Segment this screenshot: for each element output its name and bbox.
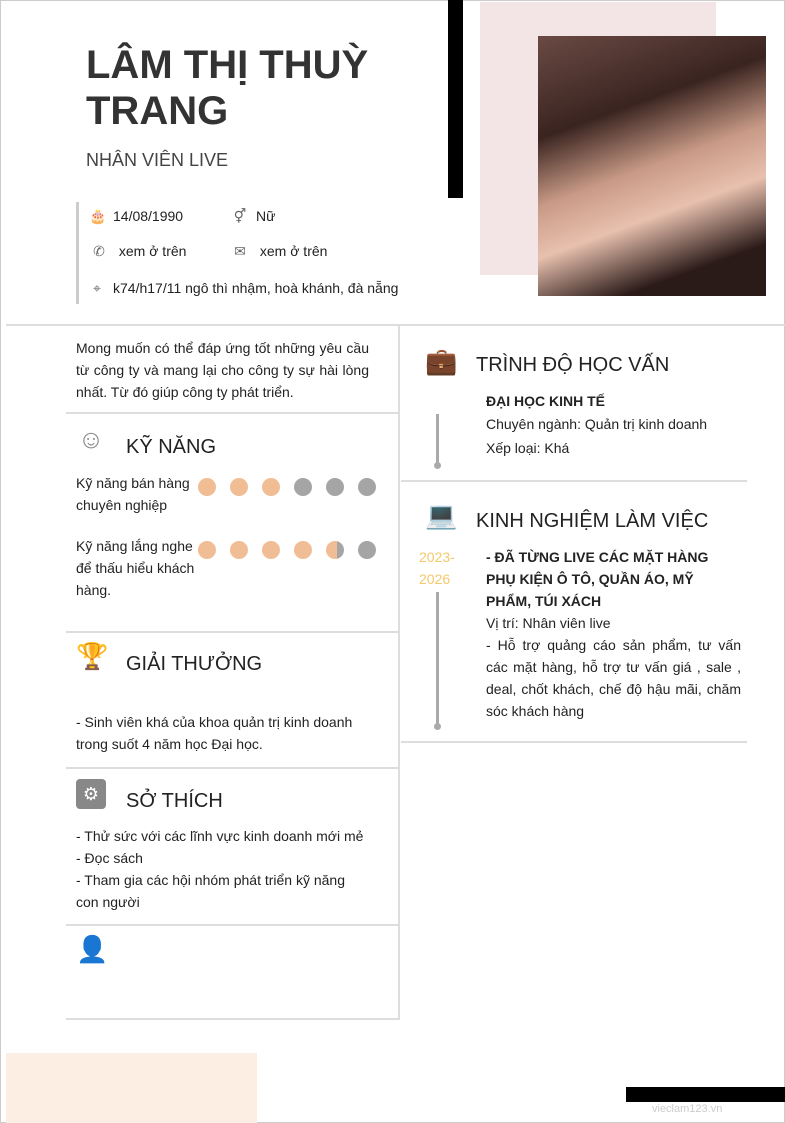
- hobby-item: - Tham gia các hội nhóm phát triển kỹ năng con người: [76, 872, 346, 910]
- watermark: vieclam123.vn: [652, 1103, 723, 1115]
- decor-peach-block: [6, 1053, 257, 1123]
- skills-title: KỸ NĂNG: [126, 436, 217, 458]
- candidate-name: LÂM THỊ THUỲ TRANG: [86, 43, 369, 133]
- birthday-row: [89, 208, 183, 225]
- hobbies-list: [76, 825, 369, 913]
- phone: xem ở trên: [118, 243, 187, 259]
- job-title: NHÂN VIÊN LIVE: [86, 150, 229, 170]
- address-row: [89, 280, 398, 297]
- education-section: [401, 326, 747, 482]
- major: Chuyên ngành: Quản trị kinh doanh: [486, 416, 708, 432]
- rating-dot: [326, 541, 344, 559]
- experience-heading: - ĐÃ TỪNG LIVE CÁC MẶT HÀNG PHỤ KIỆN Ô TÔ, QUẦN ÁO, MỸ PHẨM, TÚI XÁCH: [486, 549, 709, 609]
- rating-dot: [230, 478, 248, 496]
- awards-text: - Sinh viên khá của khoa quản trị kinh doanh trong suốt 4 năm học Đại học.: [76, 714, 353, 752]
- skill-name: Kỹ năng bán hàng chuyên nghiệp: [76, 475, 190, 513]
- birthday: 14/08/1990: [113, 208, 184, 224]
- experience-item: [486, 546, 741, 722]
- rating-dot: [294, 541, 312, 559]
- head-lightbulb-icon: ☺: [77, 424, 105, 454]
- laptop-user-icon: 💻: [425, 500, 458, 530]
- timeline-line: [436, 592, 439, 724]
- decor-black-bar-bottom: [626, 1087, 785, 1102]
- experience-description: - Hỗ trợ quảng cáo sản phẩm, tư vấn các mặt hàng, hỗ trợ tư vấn giá , sale , deal, chốt khách, chế độ hậu mãi, chăm sóc khách hàng: [486, 637, 741, 719]
- address: k74/h17/11 ngô thì nhậm, hoà khánh, đà nẵng: [113, 280, 399, 296]
- envelope-icon: ✉: [234, 243, 246, 259]
- rating-dot: [294, 478, 312, 496]
- hobby-item: - Đọc sách: [76, 850, 143, 866]
- briefcase-icon: 💼: [425, 346, 458, 376]
- gender-row: [232, 208, 275, 225]
- email-row: [232, 243, 327, 260]
- email: xem ở trên: [259, 243, 328, 259]
- skill-name: Kỹ năng lắng nghe để thấu hiểu khách hàng.: [76, 538, 195, 598]
- experience-section: [401, 482, 747, 743]
- awards-section: [66, 633, 400, 769]
- objective-section: [66, 326, 400, 414]
- experience-title: KINH NGHIỆM LÀM VIỆC: [476, 510, 709, 532]
- experience-position: Vị trí: Nhân viên live: [486, 615, 611, 631]
- rating-dot: [198, 541, 216, 559]
- gender: Nữ: [256, 208, 276, 224]
- cake-icon: 🎂: [89, 208, 107, 224]
- timeline-dot: [434, 723, 441, 730]
- experience-period: 2023-2026: [419, 549, 455, 587]
- timeline-dot: [434, 462, 441, 469]
- grade: Xếp loại: Khá: [486, 440, 570, 456]
- steam-icon: ⚙: [76, 779, 106, 809]
- hobbies-title: SỞ THÍCH: [126, 790, 223, 812]
- hobbies-section: [66, 769, 400, 926]
- awards-title: GIẢI THƯỞNG: [126, 653, 263, 675]
- decor-black-bar: [448, 0, 463, 198]
- education-title: TRÌNH ĐỘ HỌC VẤN: [476, 354, 670, 376]
- rating-dot: [358, 478, 376, 496]
- phone-icon: ✆: [93, 243, 105, 259]
- user-icon: 👤: [76, 934, 109, 964]
- gender-icon: ⚥: [233, 208, 247, 224]
- extra-section: [66, 926, 400, 1020]
- timeline-line: [436, 414, 439, 464]
- skills-section: [66, 414, 400, 633]
- rating-dot: [262, 478, 280, 496]
- phone-row: [91, 243, 186, 260]
- rating-dot: [326, 478, 344, 496]
- rating-dot: [262, 541, 280, 559]
- rating-dot: [230, 541, 248, 559]
- map-marker-icon: ⌖: [93, 280, 101, 296]
- rating-dot: [198, 478, 216, 496]
- hobby-item: - Thử sức với các lĩnh vực kinh doanh mới mẻ: [76, 828, 364, 844]
- personal-info: [76, 202, 399, 304]
- rating-dot: [358, 541, 376, 559]
- trophy-icon: 🏆: [76, 641, 109, 671]
- school-name: ĐẠI HỌC KINH TẾ: [486, 393, 605, 409]
- objective-text: Mong muốn có thể đáp ứng tốt những yêu cầu từ công ty và mang lại cho công ty sự hài lòng nhất. Từ đó giúp công ty phát triển.: [76, 340, 369, 400]
- profile-photo: [538, 36, 766, 296]
